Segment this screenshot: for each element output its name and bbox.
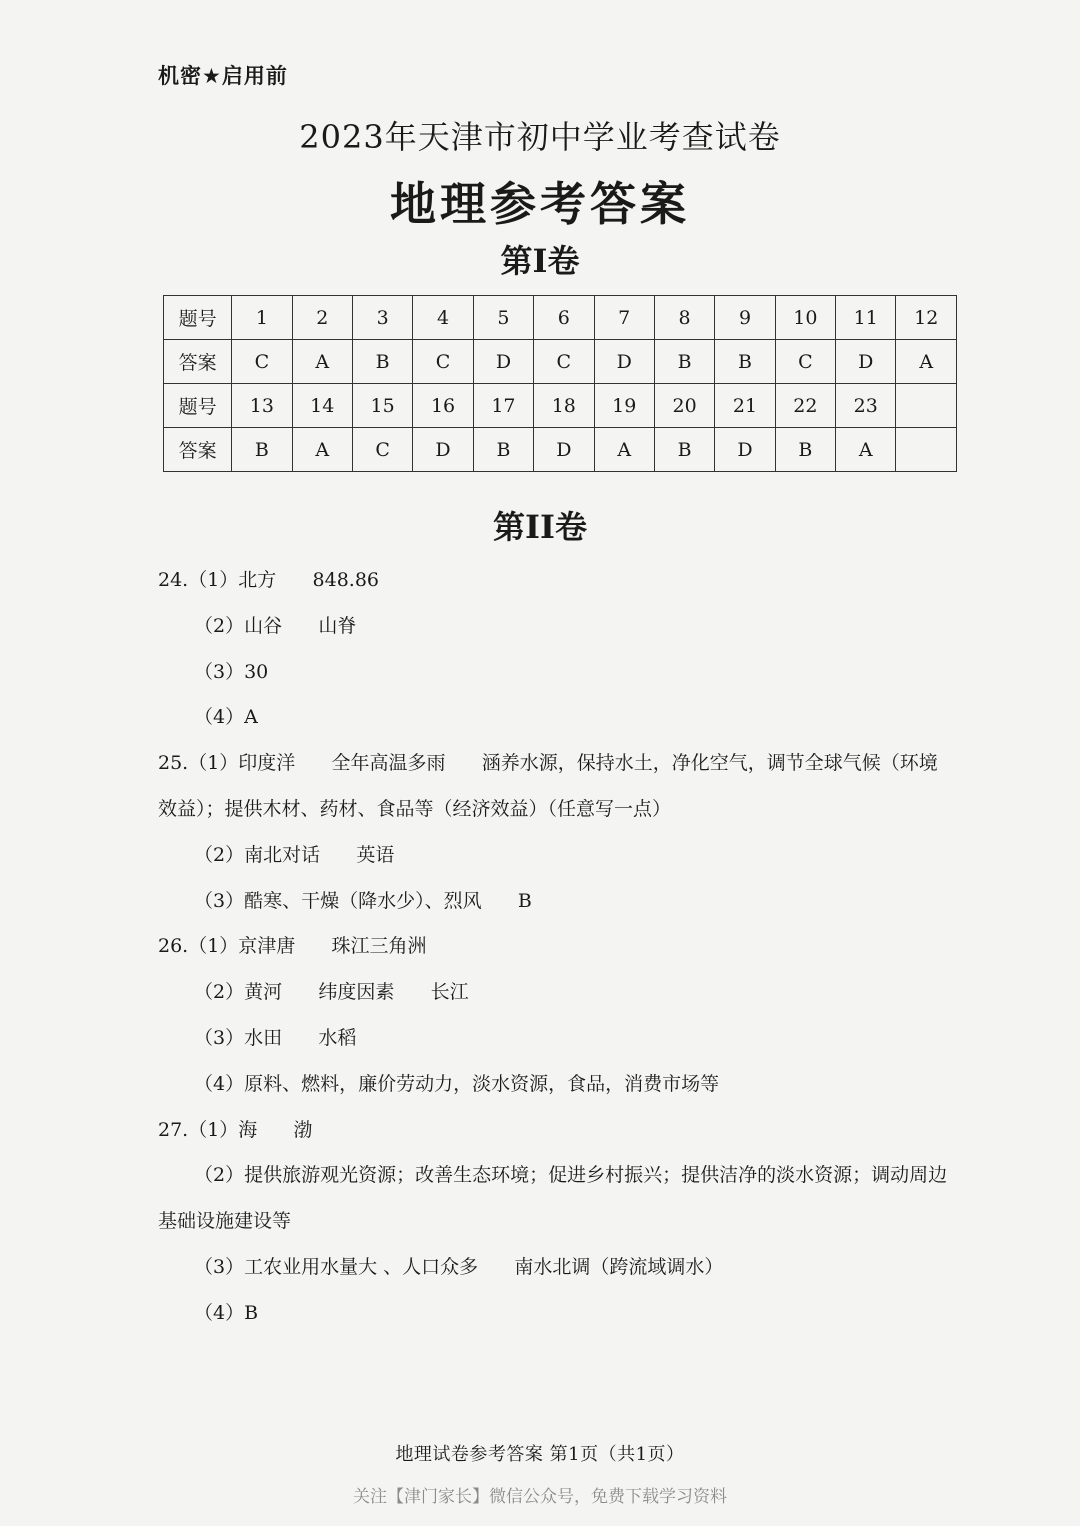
answer-cell: D [594, 340, 654, 384]
row-label-answer: 答案 [164, 428, 232, 472]
question-number: 17 [473, 384, 533, 428]
section-2-title: 第II卷 [493, 508, 587, 546]
question-number: 20 [654, 384, 714, 428]
question-number: 7 [594, 296, 654, 340]
answer-line: （3）水田 水稻 [194, 1026, 357, 1049]
answer-cell: C [352, 428, 412, 472]
answer-line: （2）南北对话 英语 [194, 843, 395, 866]
answer-cell: C [775, 340, 835, 384]
question-number: 15 [352, 384, 412, 428]
question-number: 19 [594, 384, 654, 428]
document-title: 地理参考答案 [390, 177, 690, 231]
answer-cell: B [715, 340, 775, 384]
answer-line: 效益）；提供木材、药材、食品等（经济效益）（任意写一点） [158, 797, 672, 820]
answer-cell: B [654, 340, 714, 384]
answer-table [163, 295, 957, 472]
answer-line: 26.（1）京津唐 珠江三角洲 [158, 935, 427, 958]
answer-cell: A [292, 428, 352, 472]
question-number: 11 [836, 296, 896, 340]
row-label-number: 题号 [164, 384, 232, 428]
answer-line: （2）山谷 山脊 [194, 614, 357, 637]
answer-cell: A [292, 340, 352, 384]
question-number: 13 [232, 384, 292, 428]
answer-line: （2）黄河 纬度因素 长江 [194, 981, 469, 1004]
question-number: 12 [896, 296, 957, 340]
answer-cell: A [896, 340, 957, 384]
answer-line: （3）工农业用水量大 、人口众多 南水北调（跨流域调水） [194, 1255, 724, 1278]
answer-line: （2）提供旅游观光资源；改善生态环境；促进乡村振兴；提供洁净的淡水资源；调动周边 [194, 1164, 948, 1187]
answer-line: 27.（1）海 渤 [158, 1118, 313, 1141]
question-number: 5 [473, 296, 533, 340]
answer-cell: B [473, 428, 533, 472]
question-number: 1 [232, 296, 292, 340]
question-number: 18 [534, 384, 594, 428]
answer-cell: C [413, 340, 473, 384]
answer-cell: D [534, 428, 594, 472]
table-row [164, 384, 957, 428]
answer-line: （3）30 [194, 660, 269, 683]
answer-line: （3）酷寒、干燥（降水少）、烈风 B [194, 889, 532, 912]
answer-line: 24.（1）北方 848.86 [158, 569, 380, 591]
question-number: 23 [836, 384, 896, 428]
answer-cell: B [775, 428, 835, 472]
question-number: 8 [654, 296, 714, 340]
answer-cell: D [473, 340, 533, 384]
question-number: 21 [715, 384, 775, 428]
question-number: 6 [534, 296, 594, 340]
answer-cell: D [836, 340, 896, 384]
answer-cell: B [232, 428, 292, 472]
section-1-title: 第I卷 [500, 242, 580, 280]
question-number: 4 [413, 296, 473, 340]
section-2-answers [158, 558, 968, 1337]
row-label-answer: 答案 [164, 340, 232, 384]
table-row [164, 428, 957, 472]
empty-cell [896, 384, 957, 428]
exam-title: 2023年天津市初中学业考查试卷 [299, 118, 781, 156]
empty-cell [896, 428, 957, 472]
answer-cell: C [534, 340, 594, 384]
answer-line: 25.（1）印度洋 全年高温多雨 涵养水源，保持水土，净化空气，调节全球气候（环境 [158, 752, 938, 775]
answer-cell: B [352, 340, 412, 384]
question-number: 16 [413, 384, 473, 428]
question-number: 10 [775, 296, 835, 340]
question-number: 9 [715, 296, 775, 340]
answer-cell: A [836, 428, 896, 472]
page-footer: 地理试卷参考答案 第1页（共1页） [395, 1444, 685, 1465]
answer-line: （4）原料、燃料，廉价劳动力，淡水资源，食品，消费市场等 [194, 1072, 720, 1095]
answer-cell: A [594, 428, 654, 472]
answer-line: 基础设施建设等 [158, 1210, 292, 1233]
answer-cell: D [715, 428, 775, 472]
answer-cell: B [654, 428, 714, 472]
table-row [164, 296, 957, 340]
question-number: 22 [775, 384, 835, 428]
answer-cell: C [232, 340, 292, 384]
question-number: 3 [352, 296, 412, 340]
answer-line: （4）B [194, 1301, 259, 1324]
row-label-number: 题号 [164, 296, 232, 340]
answer-cell: D [413, 428, 473, 472]
question-number: 14 [292, 384, 352, 428]
answer-line: （4）A [194, 706, 258, 729]
table-row [164, 340, 957, 384]
question-number: 2 [292, 296, 352, 340]
watermark-text: 关注【津门家长】微信公众号，免费下载学习资料 [353, 1487, 727, 1507]
confidential-label: 机密★启用前 [158, 64, 288, 88]
